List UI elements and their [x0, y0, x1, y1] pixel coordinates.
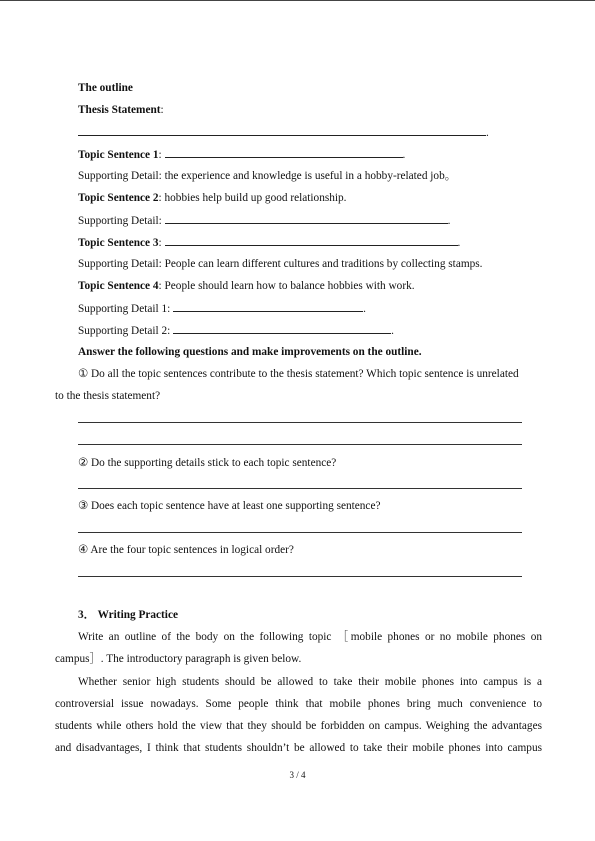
supporting-detail-2	[78, 213, 450, 228]
ts2-label: Topic Sentence 2	[78, 192, 159, 204]
practice-p2-line2: controversial issue nowadays. Some people think that mobile phones bring much convenience to	[55, 698, 542, 710]
writing-practice-heading: 3． Writing Practice	[78, 609, 178, 621]
supporting-detail-1: Supporting Detail: the experience and knowledge is useful in a hobby-related job。	[78, 170, 457, 182]
practice-p2-line4: and disadvantages, I think that students shouldn’t be allowed to take their mobile phones into campus	[55, 742, 542, 754]
ts1-text: :	[158, 149, 165, 161]
ts3-label: Topic Sentence 3	[78, 237, 159, 249]
ts1-blank[interactable]	[165, 147, 403, 158]
thesis-statement-line	[78, 103, 164, 117]
thesis-answer-line	[78, 125, 489, 140]
ts3-dot: .	[457, 237, 461, 249]
page-top-border	[0, 0, 595, 1]
thesis-label: Thesis Statement	[78, 104, 161, 116]
outline-heading: The outline	[78, 82, 133, 94]
practice-p2-line1: Whether senior high students should be allowed to take their mobile phones into campus is a	[78, 676, 542, 688]
thesis-end-dot: .	[486, 127, 489, 139]
sd2-text: Supporting Detail:	[78, 215, 165, 227]
supporting-detail-4-2	[78, 323, 394, 338]
question-2: ② Do the supporting details stick to each topic sentence?	[78, 457, 337, 469]
sd4a-dot: .	[363, 303, 366, 315]
ts2-text: : hobbies help build up good relationship.	[158, 192, 347, 204]
thesis-colon: :	[160, 104, 164, 116]
question-1-line2: to the thesis statement?	[55, 390, 161, 402]
topic-sentence-3	[78, 235, 460, 250]
supporting-detail-4-1	[78, 301, 366, 316]
sd4a-text: Supporting Detail 1:	[78, 303, 174, 315]
thesis-blank[interactable]	[78, 125, 486, 136]
question-2-answer-line[interactable]	[78, 488, 522, 489]
question-4: ④ Are the four topic sentences in logical order?	[78, 544, 294, 556]
ts4-text: : People should learn how to balance hobbies with work.	[158, 280, 415, 292]
ts1-label: Topic Sentence 1	[78, 149, 159, 161]
practice-p2-line3: students while others hold the view that they should be forbidden on campus. Weighing the advantages	[55, 720, 542, 732]
ts3-blank[interactable]	[165, 235, 458, 246]
question-1-answer-line-2[interactable]	[78, 444, 522, 445]
practice-p1-line2: campus］. The introductory paragraph is given below.	[55, 653, 302, 665]
sd2-blank[interactable]	[165, 213, 448, 224]
question-1-line1: ① Do all the topic sentences contribute to the thesis statement? Which topic sentence is unrelated	[78, 368, 519, 380]
ts1-dot: .	[402, 149, 406, 161]
practice-p1-line1: Write an outline of the body on the following topic ［mobile phones or no mobile phones on	[78, 631, 542, 643]
sd2-dot: .	[447, 215, 451, 227]
question-3-answer-line[interactable]	[78, 532, 522, 533]
sd4b-dot: .	[391, 325, 394, 337]
sd4b-text: Supporting Detail 2:	[78, 325, 174, 337]
questions-instruction: Answer the following questions and make improvements on the outline.	[78, 346, 422, 358]
topic-sentence-1	[78, 147, 405, 162]
supporting-detail-3: Supporting Detail: People can learn different cultures and traditions by collecting stamps.	[78, 258, 483, 270]
page-number: 3 / 4	[289, 770, 306, 780]
topic-sentence-4	[78, 279, 415, 293]
sd4a-blank[interactable]	[173, 301, 363, 312]
question-1-answer-line-1[interactable]	[78, 422, 522, 423]
ts3-text: :	[158, 237, 165, 249]
question-4-answer-line[interactable]	[78, 576, 522, 577]
sd4b-blank[interactable]	[173, 323, 391, 334]
question-3: ③ Does each topic sentence have at least one supporting sentence?	[78, 500, 381, 512]
ts4-label: Topic Sentence 4	[78, 280, 159, 292]
topic-sentence-2	[78, 191, 347, 205]
